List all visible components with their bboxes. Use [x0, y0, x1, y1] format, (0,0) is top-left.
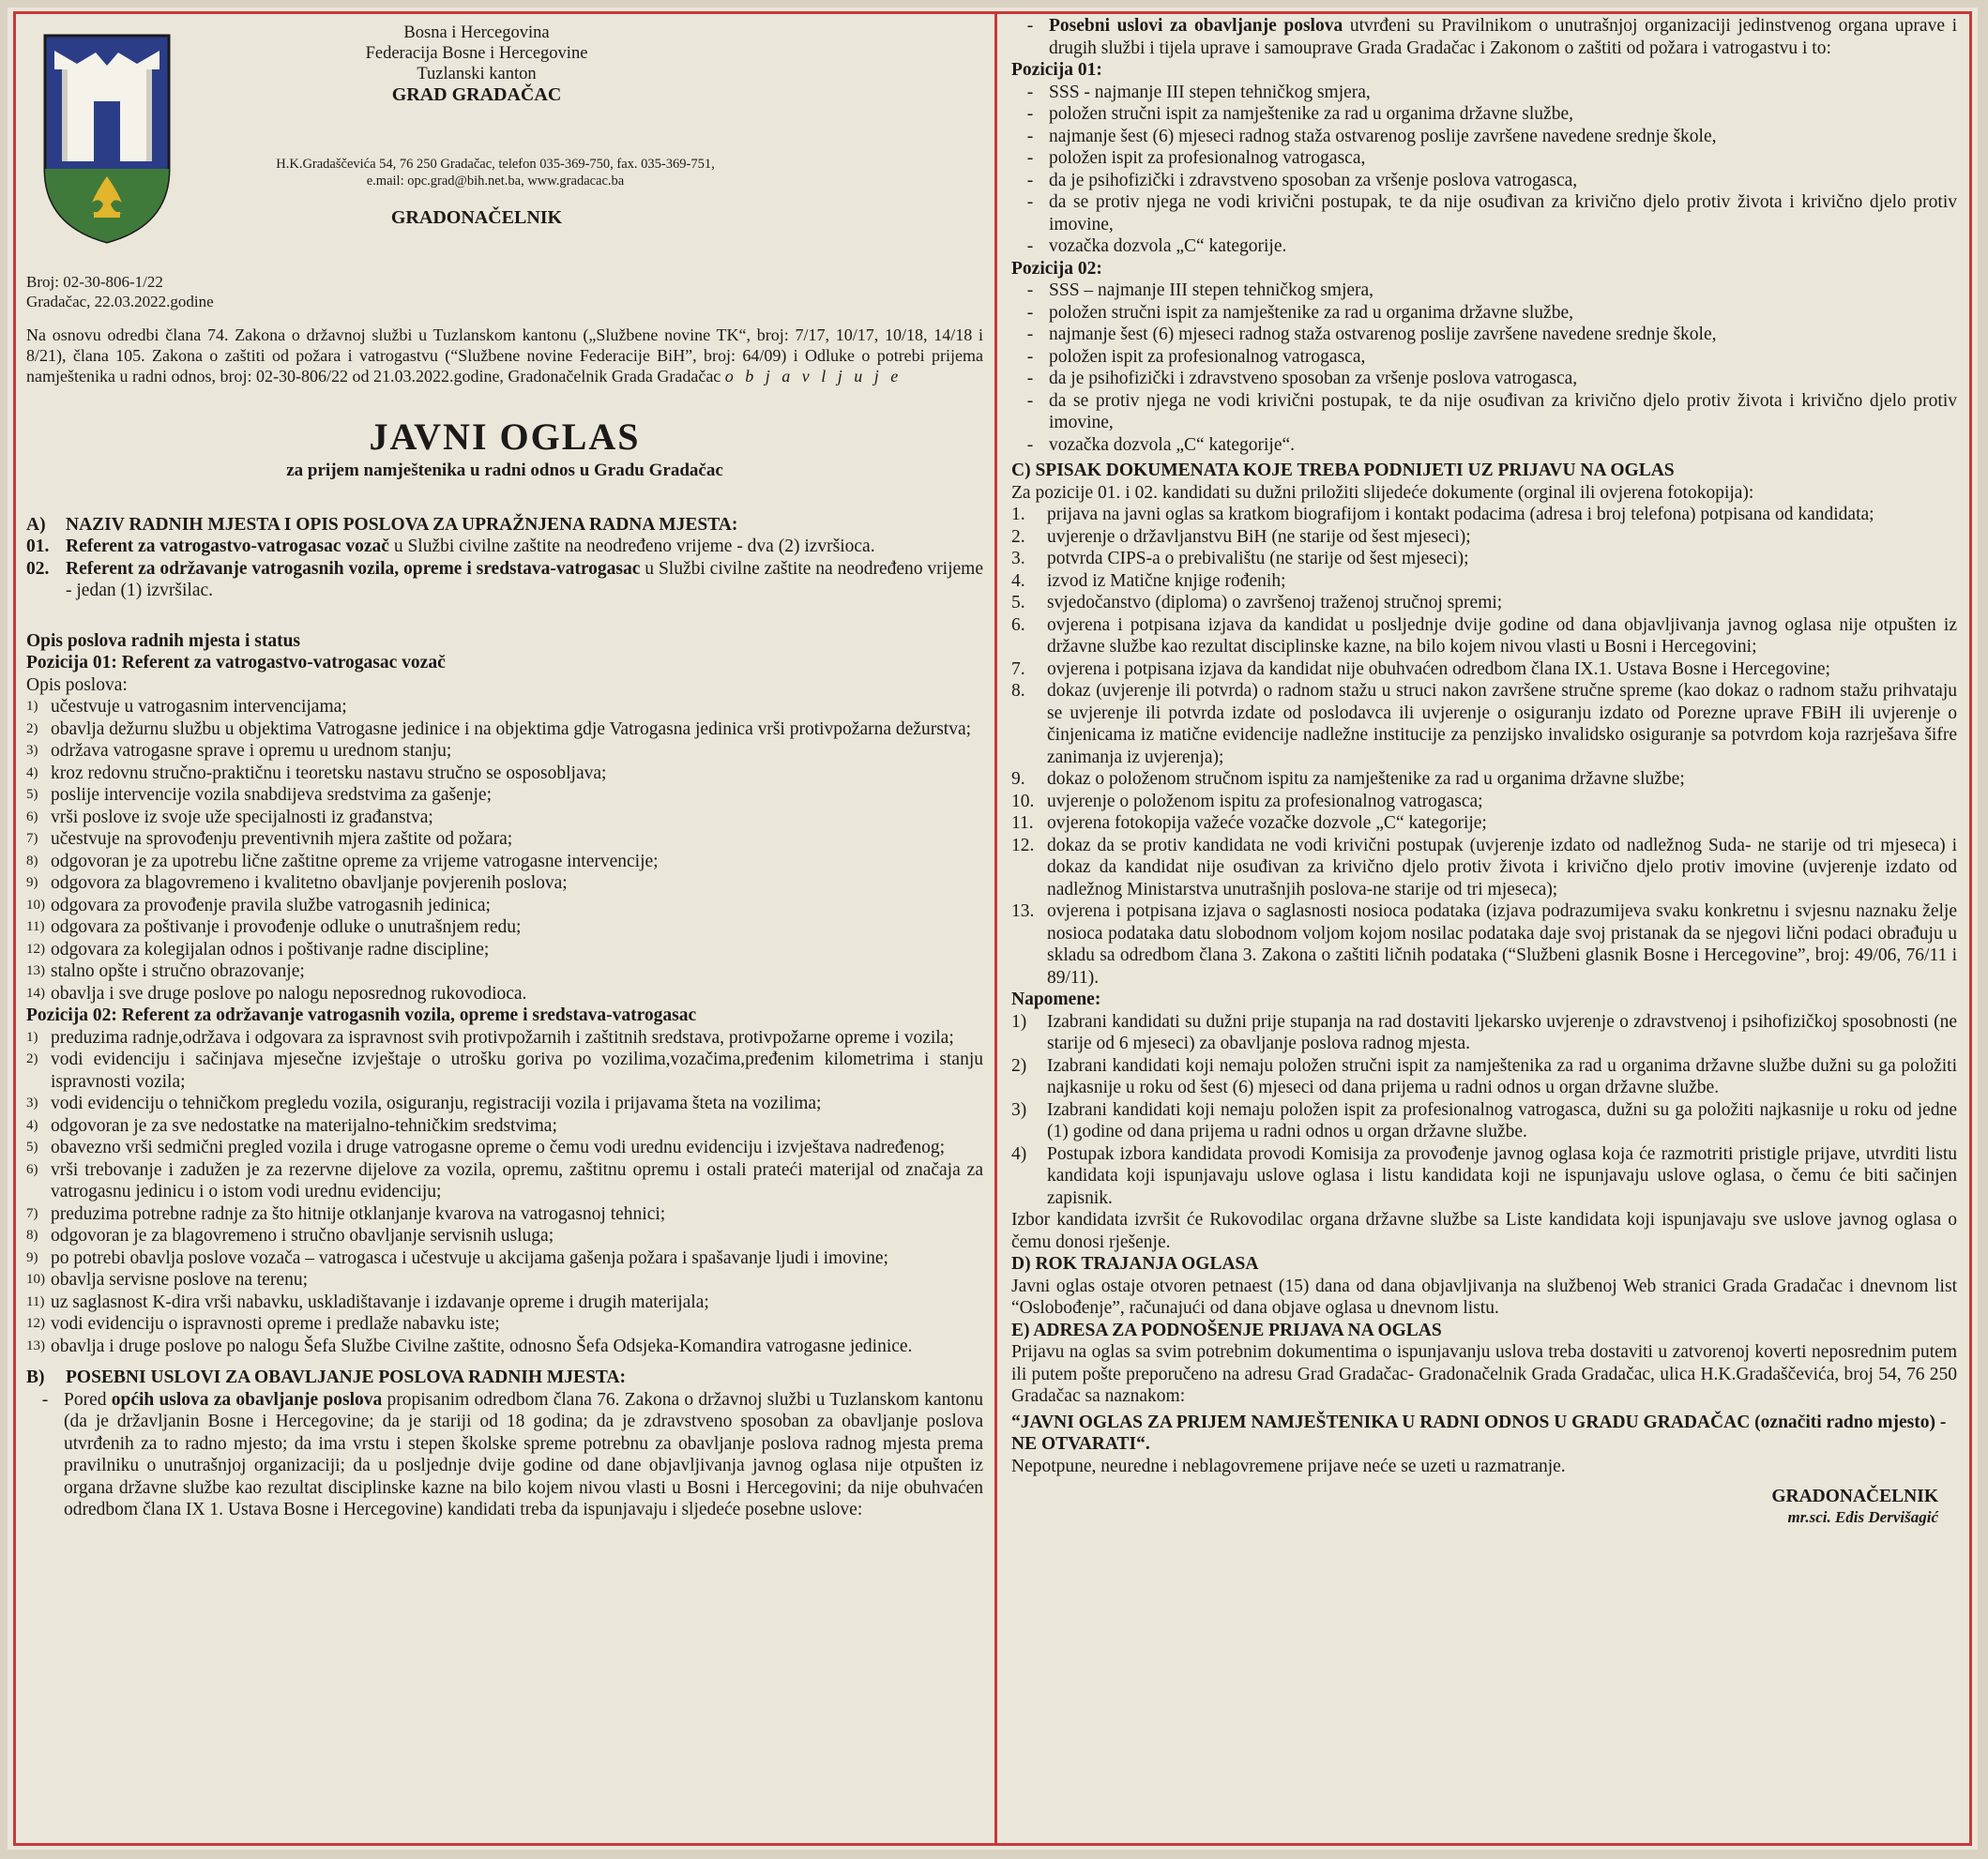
duty-item	[26, 983, 983, 1005]
duty-item-text: vrši poslove iz svoje uže specijalnosti iz građanstva;	[51, 807, 433, 827]
document-item	[1011, 570, 1957, 593]
duty-item-number: 8)	[26, 1228, 38, 1243]
requirement-item: - da se protiv njega ne vodi krivični postupak, te da nije osuđivan za krivično djelo protiv života i krivično djelo protiv imovine,	[1026, 390, 1957, 432]
duty-item-number: 9)	[26, 1249, 38, 1265]
general-conditions-text: Pored općih uslova za obavljanje poslova propisanim odredbom člana 76. Zakona o državnoj službi u Tuzlanskom kantonu (da je državljanin Bosne i Hercegovine; da je stariji od 18 godina; da je zdravstveno sposoban za obavljanje poslova utvrđenih za to radno mjesto; da ima vrstu i stepen školske spreme potrebnu za obavljanje poslova radnog mjesta prema pravilniku o unutrašnjoj organizaciji; da u posljednje dvije godine od dane objavljivanja javnog oglasa nije otpušten iz organa državne službe kao rezultat disciplinske kazne na bilo kojem nivou vlasti u Bosni i Hercegovini; da nije obuhvaćen odredbom člana IX 1. Ustava Bosne i Hercegovine) kandidati treba da ispunjavaju i sljedeće posebne uslove:	[64, 1389, 983, 1519]
document-item-number: 4.	[1011, 570, 1025, 591]
office-title: GRADONAČELNIK	[390, 207, 563, 228]
section-d-heading: D) ROK TRAJANJA OGLASA	[1011, 1254, 1259, 1274]
section-e-heading: E) ADRESA ZA PODNOŠENJE PRIJAVA NA OGLAS	[1011, 1320, 1442, 1340]
duty-item-text: uz saglasnost K-dira vrši nabavku, uskladištavanje i izdavanje opreme i drugih materijala;	[51, 1292, 709, 1312]
duty-item-number: 10)	[26, 897, 45, 913]
requirement-text: vozačka dozvola „C“ kategorije.	[1049, 236, 1287, 256]
reference-block	[26, 272, 983, 311]
note-item-text: Postupak izbora kandidata provodi Komisija za provođenje javnog oglasa koja će razmotriti pristigle prijave, utvrditi listu kandidata koji ispunjavaju uslove oglasa i listu kandidata koji ne ispunjavaju uslove oglasa, o čemu će biti sačinjen zapisnik.	[1047, 1143, 1957, 1208]
requirement-item: - da se protiv njega ne vodi krivični postupak, te da nije osuđivan za krivično djelo protiv života i krivično djelo protiv imovine,	[1026, 192, 1957, 234]
duty-item-number: 9)	[26, 875, 38, 890]
duty-item-number: 12)	[26, 1316, 45, 1331]
note-item-text: Izabrani kandidati koji nemaju položen stručni ispit za namještenika za rad u organima državne službe dužni su ga položiti najkasnije u roku od šest (6) mjeseci od dana prijema u radni odnos u organ državne službe.	[1047, 1055, 1957, 1097]
duty-item-number: 6)	[26, 809, 38, 824]
position-detail: u Službi civilne zaštite na neodređeno vrijeme - dva (2) izvršioca.	[388, 537, 875, 556]
position-detail: u Službi civilne zaštite na neodređeno vrijeme - jedan (1) izvršilac.	[66, 558, 983, 600]
legal-basis-text: Na osnovu odredbi člana 74. Zakona o državnoj službi u Tuzlanskom kantonu („Službene novine TK“, broj: 7/17, 10/17, 10/18, 14/18 i 8/21), člana 105. Zakona o zaštiti od požara i vatrogastvu (“Službene novine Federacije BiH”, broj: 64/09) i Odluke o potrebi prijema namještenika u radni odnos, broj: 02-30-806/22 od 21.03.2022.godine, Gradonačelnik Grada Gradačac	[26, 325, 983, 385]
section-e-final: Nepotpune, neuredne i neblagovremene prijave neće se uzeti u razmatranje.	[1011, 1456, 1566, 1476]
duty-item	[26, 851, 983, 873]
position-text	[66, 558, 983, 602]
duty-item-number: 8)	[26, 853, 38, 869]
section-a-letter: A)	[26, 514, 46, 535]
duty-item	[26, 895, 983, 917]
duty-item-text: preduzima potrebne radnje za što hitnije otklanjanje kvarova na vatrogasnoj tehnici;	[51, 1203, 666, 1224]
duty-item-text: poslije intervencije vozila snabdijeva sredstvima za gašenje;	[51, 785, 492, 805]
document-item-text: uvjerenje o položenom ispitu za profesionalnog vatrogasca;	[1047, 791, 1483, 811]
duty-item-text: obavezno vrši sedmični pregled vozila i druge vatrogasne opreme o čemu vodi urednu evidenciju i izvještava nadređenog;	[51, 1138, 946, 1157]
section-c-intro: Za pozicije 01. i 02. kandidati su dužni priložiti slijedeće dokumente (orginal ili ovjerena fotokopija):	[1011, 482, 1754, 503]
notes-closing: Izbor kandidata izvršit će Rukovodilac organa državne službe sa Liste kandidata koji ispunjavaju sve uslove javnog oglasa o čemu donosi rješenje.	[1011, 1210, 1957, 1252]
general-conditions: - Pored općih uslova za obavljanje poslova propisanim odredbom člana 76. Zakona o državnoj službi u Tuzlanskom kantonu (da je državljanin Bosne i Hercegovine; da je stariji od 18 godina; da je zdravstveno sposoban za obavljanje poslova utvrđenih za to radno mjesto; da ima vrstu i stepen školske spreme potrebnu za obavljanje poslova radnog mjesta prema pravilniku o unutrašnjoj organizaciji; da u posljednje dvije godine od dane objavljivanja javnog oglasa nije otpušten iz organa državne službe kao rezultat disciplinske kazne na bilo kojem nivou vlasti u Bosni i Hercegovini; da nije obuhvaćen odredbom člana IX 1. Ustava Bosne i Hercegovine) kandidati treba da ispunjavaju i sljedeće posebne uslove:	[41, 1389, 983, 1519]
duty-item	[26, 1313, 983, 1336]
document-item-text: dokaz da se protiv kandidata ne vodi krivični postupak (uvjerenje izdato od nadležnog Suda- ne starije od tri mjeseca) i dokaz da kandidat nije osuđivan za krivično djelo protiv života i krivično djelo protiv imovine (uvjerenje izdato od nadležnog Ministarstva unutrašnjih poslova-ne starije od tri mjeseca);	[1047, 835, 1957, 899]
duty-item-text: učestvuje u vatrogasnim intervencijama;	[51, 697, 347, 717]
duty-item-text: odgovoran je za upotrebu lične zaštitne opreme za vrijeme vatrogasne intervencije;	[51, 851, 659, 871]
announcement-subtitle: za prijem namještenika u radni odnos u Gradu Gradačac	[286, 461, 723, 480]
notes-list	[1011, 1011, 1957, 1210]
announces-verb: o b j a v l j u j e	[724, 367, 903, 385]
requirement-item: - najmanje šest (6) mjeseci radnog staža ostvarenog poslije završene navedene srednje škole,	[1011, 324, 1957, 346]
document-item-number: 11.	[1011, 813, 1034, 833]
document-item	[1011, 658, 1957, 681]
document-item-number: 8.	[1011, 681, 1025, 701]
position-name: Referent za održavanje vatrogasnih vozila, opreme i sredstava-vatrogasac	[66, 558, 641, 579]
note-item	[1011, 1099, 1957, 1143]
requirement-item: - SSS – najmanje III stepen tehničkog smjera,	[1011, 280, 1957, 302]
requirement-text: da je psihofizički i zdravstveno sposoban za vršenje poslova vatrogasca,	[1049, 170, 1578, 190]
requirement-text: položen stručni ispit za namještenike za rad u organima državne službe,	[1049, 104, 1573, 124]
duty-item-number: 5)	[26, 1140, 38, 1155]
red-frame-right	[1969, 11, 1972, 1846]
document-item-number: 7.	[1011, 658, 1025, 679]
right-column	[1011, 15, 1957, 1528]
duty-item	[26, 1115, 983, 1138]
position-01-label: Pozicija 01:	[1011, 60, 1102, 80]
section-a-heading	[26, 514, 983, 537]
duty-item	[26, 763, 983, 785]
duty-item-number: 7)	[26, 831, 38, 846]
document-item	[1011, 592, 1957, 614]
postal-address: H.K.Gradaščevića 54, 76 250 Gradačac, telefon 035-369-750, fax. 035-369-751,	[276, 157, 715, 172]
note-item-number: 4)	[1011, 1143, 1027, 1164]
duty-item-number: 11)	[26, 919, 45, 934]
signature-title: GRADONAČELNIK	[1771, 1487, 1938, 1506]
city-line: GRAD GRADAČAC	[391, 84, 562, 105]
requirement-item: - SSS - najmanje III stepen tehničkog smjera,	[1011, 82, 1957, 104]
position-02-requirements	[1011, 280, 1957, 456]
requirement-item: - položen ispit za profesionalnog vatrogasca,	[1011, 147, 1957, 170]
document-item-text: ovjerena i potpisana izjava o saglasnosti nosioca podataka (izjava podrazumijeva svaku konkretnu i svjesnu naznaku želje nosioca podataka datu slobodnom voljom kojom nosilac podataka daje svoj pristanak da se njegovi lični podaci obrađuju u skladu sa odredbom člana 3. Zakona o zaštiti ličnih podataka (“Službeni glasnik Bosne i Hercegovine”, broj: 49/06, 76/11 i 89/11).	[1047, 901, 1957, 988]
duty-item	[26, 1203, 983, 1226]
country-line: Bosna i Hercegovina	[403, 23, 550, 42]
position-01-heading: Pozicija 01: Referent za vatrogastvo-vatrogasac vozač	[26, 653, 446, 673]
duty-item	[26, 828, 983, 851]
document-item	[1011, 768, 1957, 791]
duty-item	[26, 718, 983, 741]
duty-item-text: stalno opšte i stručno obrazovanje;	[51, 961, 305, 981]
section-d-text: Javni oglas ostaje otvoren petnaest (15) dana od dana objavljivanja na službenoj Web stranici Grada Gradačac i dnevnom list “Oslobođenje”, računajući od dana objave oglasa u dnevnom listu.	[1011, 1276, 1957, 1318]
document-item-text: ovjerena i potpisana izjava da kandidat u posljednje dvije godine od dana objavljivanja javnog oglasa nije otpušten iz državne službe kao rezultat disciplinske kazne, na bilo kojem nivou vlasti u Bosni i Hercegovini;	[1047, 614, 1957, 657]
duty-item-text: obavlja i sve druge poslove po nalogu neposrednog rukovodioca.	[51, 983, 527, 1004]
duty-item-number: 13)	[26, 963, 45, 978]
duty-item-text: odgovora za blagovremeno i kvalitetno obavljanje povjerenih poslova;	[51, 873, 568, 893]
duty-item-text: odgovara za kolegijalan odnos i poštivanje radne discipline;	[51, 939, 490, 960]
legal-basis-paragraph	[26, 325, 983, 386]
red-frame-top	[13, 11, 1972, 14]
duty-item-number: 3)	[26, 743, 38, 758]
document-item-text: dokaz o položenom stručnom ispitu za namještenike za rad u organima državne službe;	[1047, 769, 1685, 789]
position-entry	[26, 558, 983, 602]
duty-item-number: 12)	[26, 941, 45, 957]
requirement-item: - položen stručni ispit za namještenike za rad u organima državne službe,	[1011, 302, 1957, 325]
requirement-item: - položen stručni ispit za namještenike za rad u organima državne službe,	[1011, 103, 1957, 126]
section-e-text: Prijavu na oglas sa svim potrebnim dokumentima o ispunjavanju uslova treba dostaviti u zatvorenoj koverti neposrednim putem ili putem pošte preporučeno na adresu Grad Gradačac- Gradonačelnik Grada Gradačac, ulica H.K.Gradaščevića, broj 54, 76 250 Gradačac sa naznakom:	[1011, 1342, 1957, 1406]
duty-item-text: obavlja i druge poslove po nalogu Šefa Službe Civilne zaštite, odnosno Šefa Odsjeka-Komandira vatrogasne jedinice.	[51, 1336, 913, 1356]
duty-item-number: 11)	[26, 1293, 45, 1309]
document-item-text: ovjerena i potpisana izjava da kandidat nije obuhvaćen odredbom člana IX.1. Ustava Bosne i Hercegovine;	[1047, 658, 1830, 679]
document-item-number: 6.	[1011, 614, 1025, 635]
note-item-number: 2)	[1011, 1055, 1027, 1076]
duties-label: Opis poslova:	[26, 674, 128, 695]
duty-item-text: održava vatrogasne sprave i opremu u urednom stanju;	[51, 741, 452, 761]
special-conditions: - Posebni uslovi za obavljanje poslova utvrđeni su Pravilnikom o unutrašnjoj organizaciji jedinstvenog organa uprave i drugih službi i tijela uprave i samouprave Grada Gradačac i Zakonom o zaštiti od požara i vatrogastvu i to:	[1026, 16, 1957, 58]
document-item-text: potvrda CIPS-a o prebivalištu (ne starije od šest mjeseci);	[1047, 549, 1469, 568]
duty-item-text: vodi evidenciju o ispravnosti opreme i predlaže nabavku iste;	[51, 1314, 500, 1334]
duty-item	[26, 784, 983, 807]
position-number: 02.	[26, 558, 50, 579]
duty-item	[26, 939, 983, 961]
requirement-text: vozačka dozvola „C“ kategorije“.	[1049, 434, 1296, 455]
document-item-number: 12.	[1011, 835, 1035, 855]
job-description-heading: Opis poslova radnih mjesta i status	[26, 630, 301, 651]
duty-item-number: 2)	[26, 1051, 38, 1066]
document-item	[1011, 812, 1957, 835]
document-item-text: svjedočanstvo (diploma) o završenoj traženoj stručnoj spremi;	[1047, 593, 1503, 612]
duty-item	[26, 1027, 983, 1050]
duty-item-number: 13)	[26, 1338, 45, 1353]
document-item	[1011, 614, 1957, 658]
duty-item-text: preduzima radnje,održava i odgovara za ispravnost svih protivpožarnih i zaštitnih sredstava, protivpožarne opreme i vozila;	[51, 1027, 954, 1048]
document-item-text: ovjerena fotokopija važeće vozačke dozvole „C“ kategorije;	[1047, 813, 1487, 833]
federation-line: Federacija Bosne i Hercegovine	[365, 44, 588, 63]
position-02-duties	[26, 1027, 983, 1358]
requirement-text: položen ispit za profesionalnog vatrogasca,	[1049, 148, 1366, 168]
duty-item	[26, 1336, 983, 1358]
duty-item-text: učestvuje na sprovođenju preventivnih mjera zaštite od požara;	[51, 829, 513, 849]
duty-item-number: 1)	[26, 699, 38, 714]
duty-item-text: kroz redovnu stručno-praktičnu i teoretsku nastavu stručno se osposobljava;	[51, 763, 607, 783]
envelope-label: “JAVNI OGLAS ZA PRIJEM NAMJEŠTENIKA U RADNI ODNOS U GRADU GRADAČAC (označiti radno mjesto) - NE OTVARATI“.	[1011, 1412, 1947, 1454]
duty-item	[26, 696, 983, 718]
position-name: Referent za vatrogastvo-vatrogasac vozač	[66, 537, 389, 556]
document-item-number: 1.	[1011, 505, 1025, 524]
documents-list	[1011, 504, 1957, 989]
duty-item-text: odgovara za poštivanje i provođenje odluke o unutrašnjem redu;	[51, 917, 522, 937]
duty-item-number: 4)	[26, 764, 38, 780]
letterhead-address	[214, 156, 777, 189]
note-item-text: Izabrani kandidati su dužni prije stupanja na rad dostaviti ljekarsko uvjerenje o zdravstvenoj i psihofizičkoj sposobnosti (ne starije od 6 mjeseci) za obavljanje poslova radnog mjesta.	[1047, 1011, 1957, 1053]
document-item-text: dokaz (uvjerenje ili potvrda) o radnom stažu u struci nakon završene stručne spreme (kao dokaz o radnom stažu prihvataju se uvjerenje ili potvrda izdate od poslodavca ili uvjerenje o osiguranju izdato od Porezne uprave FBiH ili uvjerenje o činjenicama iz matične evidencije nadležne institucije za penzijsko invalidsko osiguranje sa potvrdom koja razrješava šifre zanimanja iz uvjerenja);	[1047, 681, 1957, 767]
section-c-heading: C) SPISAK DOKUMENATA KOJE TREBA PODNIJETI UZ PRIJAVU NA OGLAS	[1011, 461, 1675, 480]
requirement-text: da je psihofizički i zdravstveno sposoban za vršenje poslova vatrogasca,	[1049, 369, 1578, 388]
note-item	[1011, 1011, 1957, 1055]
duty-item-text: vrši trebovanje i zadužen je za rezervne dijelove za vozila, opremu, zaštitnu opremu i ostali prateći materijal od značaja za vatrogasnu jedinicu i o istom vodi urednu evidenciju;	[51, 1159, 983, 1202]
reference-date: Gradačac, 22.03.2022.godine	[26, 293, 214, 310]
document-item-number: 9.	[1011, 769, 1025, 789]
left-column	[26, 15, 983, 1521]
document-item-text: uvjerenje o državljanstvu BiH (ne starije od šest mjeseci);	[1047, 526, 1471, 547]
document-item-number: 13.	[1011, 901, 1035, 921]
note-item	[1011, 1143, 1957, 1210]
document-item	[1011, 680, 1957, 768]
position-02-label: Pozicija 02:	[1011, 258, 1102, 279]
document-item-number: 2.	[1011, 526, 1025, 547]
requirement-item: - vozačka dozvola „C“ kategorije“.	[1011, 434, 1957, 457]
duty-item-number: 2)	[26, 720, 38, 736]
duty-item	[26, 740, 983, 763]
email-website: e.mail: opc.grad@bih.net.ba, www.gradacac.ba	[366, 174, 625, 189]
duty-item	[26, 1247, 983, 1270]
duty-item-text: vodi evidenciju i sačinjava mjesečne izvještaje o utrošku goriva po vozilima,vozačima,pređenim kilometrima i stanju ispravnosti vozila;	[51, 1050, 983, 1092]
requirement-text: položen ispit za profesionalnog vatrogasca,	[1049, 346, 1366, 367]
requirement-item: - najmanje šest (6) mjeseci radnog staža ostvarenog poslije završene navedene srednje škole,	[1011, 126, 1957, 148]
announcement-title: JAVNI OGLAS	[369, 416, 641, 458]
position-02-heading: Pozicija 02: Referent za održavanje vatrogasnih vozila, opreme i sredstava-vatrogasac	[26, 1005, 697, 1025]
document-item	[1011, 548, 1957, 570]
document-item-number: 5.	[1011, 593, 1025, 612]
section-a-title: NAZIV RADNIH MJESTA I OPIS POSLOVA ZA UPRAŽNJENA RADNA MJESTA:	[66, 514, 738, 535]
requirement-text: najmanje šest (6) mjeseci radnog staža ostvarenog poslije završene navedene srednje škole,	[1049, 126, 1717, 146]
canton-line: Tuzlanski kanton	[417, 65, 537, 83]
gradacac-coat-of-arms-icon	[41, 28, 173, 244]
duty-item	[26, 1269, 983, 1292]
duty-item-text: po potrebi obavlja poslove vozača – vatrogasca i učestvuje u akcijama gašenja požara i spašavanje ljudi i imovine;	[51, 1247, 888, 1268]
document-item	[1011, 791, 1957, 813]
duty-item	[26, 1049, 983, 1093]
document-item	[1011, 504, 1957, 526]
requirement-text: SSS - najmanje III stepen tehničkog smjera,	[1049, 82, 1371, 102]
duty-item	[26, 960, 983, 983]
note-item-text: Izabrani kandidati koji nemaju položen ispit za profesionalnog vatrogasca, dužni su ga položiti najkasnije u roku od jedne (1) godine od dana prijema u radni odnos u organ državne službe.	[1047, 1099, 1957, 1141]
duty-item-number: 7)	[26, 1205, 38, 1221]
duty-item-text: odgovoran je za sve nedostatke na materijalno-tehničkim sredstvima;	[51, 1115, 557, 1136]
note-item-number: 1)	[1011, 1011, 1027, 1032]
requirement-text: da se protiv njega ne vodi krivični postupak, te da nije osuđivan za krivično djelo protiv života i krivično djelo protiv imovine,	[1049, 192, 1957, 234]
document-item-text: izvod iz Matične knjige rođenih;	[1047, 570, 1286, 591]
duty-item-number: 14)	[26, 985, 45, 1001]
duty-item-number: 6)	[26, 1161, 38, 1177]
document-item	[1011, 900, 1957, 989]
requirement-item: - da je psihofizički i zdravstveno sposoban za vršenje poslova vatrogasca,	[1011, 368, 1957, 390]
requirement-text: najmanje šest (6) mjeseci radnog staža ostvarenog poslije završene navedene srednje škole,	[1049, 325, 1717, 344]
duty-item	[26, 1225, 983, 1247]
section-b-title: POSEBNI USLOVI ZA OBAVLJANJE POSLOVA RADNIH MJESTA:	[66, 1368, 627, 1387]
duty-item-text: vodi evidenciju o tehničkom pregledu vozila, osiguranju, registraciji vozila i prijavama šteta na vozilima;	[51, 1094, 822, 1113]
duty-item-text: odgovara za provođenje pravila službe vatrogasnih jedinica;	[51, 895, 491, 915]
red-frame-bottom	[13, 1843, 1972, 1846]
position-text	[66, 536, 983, 558]
newspaper-page	[8, 8, 1978, 1850]
duty-item	[26, 1137, 983, 1159]
red-column-divider	[994, 11, 997, 1846]
duty-item	[26, 1093, 983, 1115]
duty-item-number: 4)	[26, 1117, 38, 1133]
signature-block	[1011, 1487, 1938, 1528]
duty-item-number: 1)	[26, 1029, 38, 1045]
duty-item	[26, 872, 983, 895]
duty-item-number: 3)	[26, 1096, 38, 1111]
note-item	[1011, 1055, 1957, 1099]
letterhead	[26, 15, 983, 249]
section-b-letter: B)	[26, 1368, 45, 1387]
duty-item-text: obavlja dežurnu službu u objektima Vatrogasne jedinice i na objektima gdje Vatrogasna jedinica vrši protivpožarna dežurstva;	[51, 718, 972, 739]
duty-item	[26, 916, 983, 939]
special-conditions-text: Posebni uslovi za obavljanje poslova utvrđeni su Pravilnikom o unutrašnjoj organizaciji jedinstvenog organa uprave i drugih službi i tijela uprave i samouprave Grada Gradačac i Zakonom o zaštiti od požara i vatrogastvu i to:	[1049, 16, 1957, 58]
requirement-text: da se protiv njega ne vodi krivični postupak, te da nije osuđivan za krivično djelo protiv života i krivično djelo protiv imovine,	[1049, 390, 1957, 432]
duty-item-text: obavlja servisne poslove na terenu;	[51, 1270, 308, 1290]
note-item-number: 3)	[1011, 1099, 1027, 1120]
position-01-duties	[26, 696, 983, 1005]
letterhead-text	[214, 23, 739, 105]
document-item-number: 3.	[1011, 549, 1025, 568]
position-entry	[26, 536, 983, 558]
section-b-heading	[26, 1367, 983, 1389]
duty-item	[26, 1159, 983, 1203]
document-item-text: prijava na javni oglas sa kratkom biografijom i kontakt podacima (adresa i broj telefona) potpisana od kandidata;	[1047, 505, 1874, 524]
requirement-item: - vozačka dozvola „C“ kategorije.	[1011, 235, 1957, 258]
reference-number: Broj: 02-30-806-1/22	[26, 273, 163, 291]
requirement-text: SSS – najmanje III stepen tehničkog smjera,	[1049, 280, 1374, 300]
document-item	[1011, 835, 1957, 901]
requirement-text: položen stručni ispit za namještenike za rad u organima državne službe,	[1049, 302, 1573, 323]
position-01-requirements	[1011, 82, 1957, 258]
document-item	[1011, 526, 1957, 549]
position-number: 01.	[26, 537, 50, 556]
duty-item-text: odgovoran je za blagovremeno i stručno obavljanje servisnih usluga;	[51, 1226, 554, 1246]
red-frame-left	[13, 11, 16, 1846]
requirement-item: - položen ispit za profesionalnog vatrogasca,	[1011, 346, 1957, 369]
requirement-item: - da je psihofizički i zdravstveno sposoban za vršenje poslova vatrogasca,	[1011, 170, 1957, 192]
duty-item	[26, 807, 983, 829]
notes-heading: Napomene:	[1011, 990, 1101, 1009]
duty-item	[26, 1292, 983, 1314]
signature-name: mr.sci. Edis Dervišagić	[1787, 1508, 1938, 1526]
duty-item-number: 5)	[26, 787, 38, 802]
document-item-number: 10.	[1011, 791, 1035, 811]
duty-item-number: 10)	[26, 1272, 45, 1287]
